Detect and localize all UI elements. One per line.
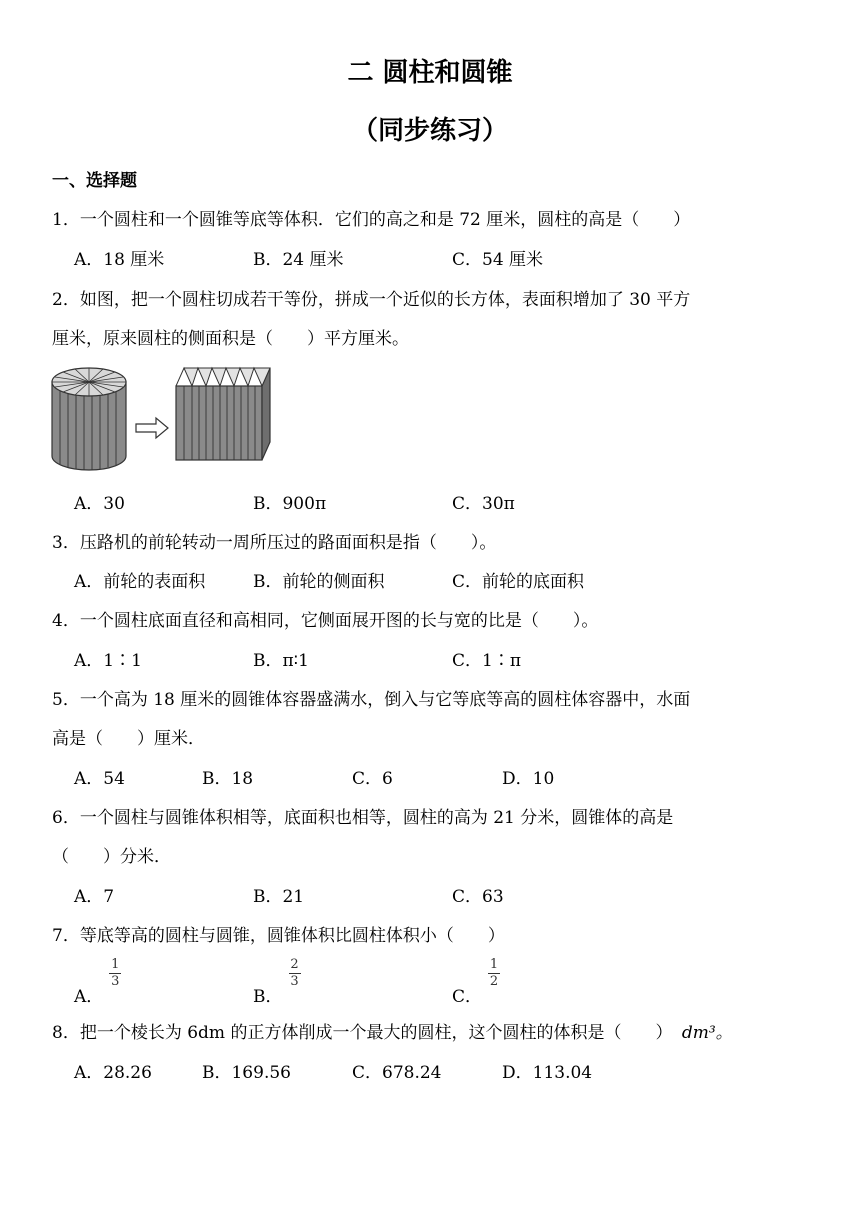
denominator: 3 (111, 974, 120, 989)
q8-option-d[interactable]: D．113.04 (502, 1063, 593, 1083)
q5-option-c[interactable]: C．6 (352, 769, 393, 789)
question-8: 8．把一个棱长为 6dm 的正方体削成一个最大的圆柱，这个圆柱的体积是（ ） (52, 1023, 673, 1043)
question-3: 3．压路机的前轮转动一周所压过的路面面积是指（ ）。 (52, 533, 497, 553)
q5-option-d[interactable]: D．10 (502, 769, 555, 789)
cylinder-figure (52, 368, 126, 470)
q2-option-a[interactable]: A．30 (74, 494, 125, 514)
q8-option-c[interactable]: C．678.24 (352, 1063, 442, 1083)
question-4: 4．一个圆柱底面直径和高相同，它侧面展开图的长与宽的比是（ ）。 (52, 611, 599, 631)
q5-option-a[interactable]: A．54 (74, 769, 125, 789)
q8-option-a[interactable]: A．28.26 (74, 1063, 152, 1083)
arrow-right-icon (136, 418, 168, 438)
q1-option-b[interactable]: B．24 厘米 (253, 250, 344, 270)
q8-option-b[interactable]: B．169.56 (202, 1063, 291, 1083)
cylinder-to-cuboid-figure (48, 360, 273, 475)
q7-option-b[interactable] (253, 957, 301, 1007)
fraction (289, 958, 301, 989)
question-6: 6．一个圆柱与圆锥体积相等，底面积也相等，圆柱的高为 21 分米，圆锥体的高是 (52, 808, 674, 828)
q3-option-c[interactable]: C．前轮的底面积 (452, 572, 585, 592)
question-1: 1．一个圆柱和一个圆锥等底等体积．它们的高之和是 72 厘米，圆柱的高是（ ） (52, 210, 691, 230)
page-title: 二 圆柱和圆锥 (347, 58, 513, 88)
q3-option-a[interactable]: A．前轮的表面积 (74, 572, 206, 592)
section-heading: 一、选择题 (52, 171, 137, 191)
denominator: 3 (290, 974, 299, 989)
q5-option-b[interactable]: B．18 (202, 769, 254, 789)
numerator: 1 (111, 957, 120, 972)
q6-option-b[interactable]: B．21 (253, 887, 305, 907)
q4-option-a[interactable]: A．1∶1 (74, 651, 142, 671)
question-8-row (52, 1018, 733, 1043)
q2-option-c[interactable]: C．30π (452, 494, 515, 514)
question-5-line2: 高是（ ）厘米． (52, 729, 205, 749)
q4-option-c[interactable]: C．1∶π (452, 651, 521, 671)
q7-option-c-label: C． (452, 987, 483, 1007)
q7-option-a-label: A． (74, 987, 104, 1007)
denominator: 2 (489, 974, 499, 989)
q7-option-b-label: B． (253, 987, 283, 1007)
question-7: 7．等底等高的圆柱与圆锥，圆锥体积比圆柱体积小（ ） (52, 926, 505, 946)
q1-option-c[interactable]: C．54 厘米 (452, 250, 544, 270)
numerator: 1 (489, 957, 499, 972)
q4-option-b[interactable]: B．π∶1 (253, 651, 309, 671)
fraction (109, 958, 121, 989)
volume-unit: dm³。 (681, 1023, 733, 1043)
q7-option-c[interactable] (452, 957, 500, 1007)
q3-option-b[interactable]: B．前轮的侧面积 (253, 572, 385, 592)
q6-option-a[interactable]: A．7 (74, 887, 115, 907)
q7-option-a[interactable] (74, 957, 121, 1007)
fraction (488, 958, 500, 989)
question-6-line2: （ ）分米． (52, 847, 171, 867)
question-2: 2．如图，把一个圆柱切成若干等份，拼成一个近似的长方体，表面积增加了 30 平方 (52, 290, 691, 310)
question-2-line2: 厘米，原来圆柱的侧面积是（ ）平方厘米。 (52, 329, 409, 349)
question-5: 5．一个高为 18 厘米的圆锥体容器盛满水，倒入与它等底等高的圆柱体容器中，水面 (52, 690, 691, 710)
q2-option-b[interactable]: B．900π (253, 494, 327, 514)
numerator: 2 (290, 957, 299, 972)
q6-option-c[interactable]: C．63 (452, 887, 504, 907)
q1-option-a[interactable]: A．18 厘米 (74, 250, 165, 270)
cuboid-figure (176, 368, 270, 460)
page-subtitle: （同步练习） (351, 116, 508, 146)
